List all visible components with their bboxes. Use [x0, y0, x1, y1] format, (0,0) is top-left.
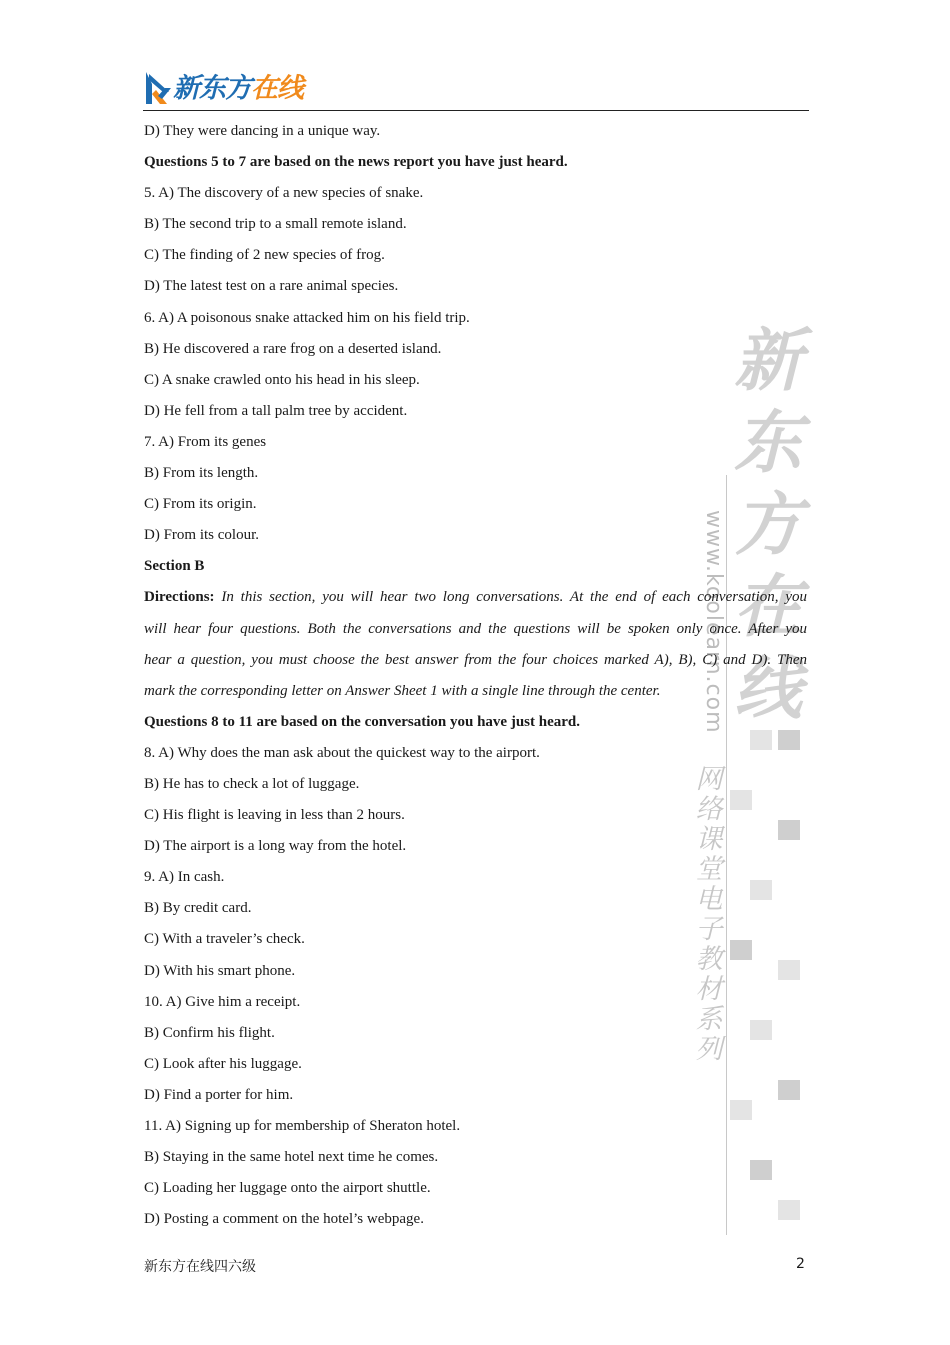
- header-divider: [143, 110, 809, 111]
- answer-option: 7. A) From its genes: [144, 433, 267, 450]
- answer-option: B) He has to check a lot of luggage.: [144, 775, 360, 792]
- section-heading: Questions 8 to 11 are based on the conversation you have just heard.: [144, 713, 580, 730]
- answer-option: 6. A) A poisonous snake attacked him on his field trip.: [144, 309, 470, 326]
- page-number: 2: [796, 1256, 805, 1272]
- answer-option: B) He discovered a rare frog on a deserted island.: [144, 340, 442, 357]
- directions-text: In this section, you will hear two long conversations. At the end of each conversation, you: [214, 589, 807, 606]
- answer-option: D) He fell from a tall palm tree by accident.: [144, 402, 408, 419]
- answer-option: C) The finding of 2 new species of frog.: [144, 247, 385, 264]
- directions-line: [144, 582, 807, 613]
- document-body: [144, 116, 807, 1235]
- answer-option: D) With his smart phone.: [144, 962, 296, 979]
- logo-wordmark: [173, 72, 303, 106]
- watermark-series: 网络课堂电子教材系列: [695, 764, 723, 1065]
- logo-wordmark-blue: 新东方: [173, 73, 251, 104]
- answer-option: 11. A) Signing up for membership of Sheraton hotel.: [144, 1118, 461, 1134]
- answer-option: C) With a traveler’s check.: [144, 931, 305, 948]
- answer-option: 9. A) In cash.: [144, 869, 225, 886]
- question-block-5-7: [144, 116, 807, 582]
- question-block-8-11: [144, 707, 807, 1236]
- answer-option: C) His flight is leaving in less than 2 hours.: [144, 807, 405, 824]
- section-heading: Section B: [144, 558, 205, 575]
- answer-option: D) The airport is a long way from the hotel.: [144, 838, 407, 855]
- directions-label: Directions:: [144, 589, 215, 606]
- answer-option: C) Loading her luggage onto the airport shuttle.: [144, 1180, 431, 1197]
- directions-line: mark the corresponding letter on Answer Sheet 1 with a single line through the center.: [144, 682, 661, 699]
- watermark-brand: 新东方在线: [733, 321, 802, 729]
- answer-option: C) Look after his luggage.: [144, 1055, 302, 1072]
- answer-option: B) Confirm his flight.: [144, 1024, 275, 1041]
- answer-option: 8. A) Why does the man ask about the quickest way to the airport.: [144, 744, 540, 761]
- answer-option: C) From its origin.: [144, 496, 257, 513]
- answer-option: B) By credit card.: [144, 900, 252, 917]
- answer-option: D) From its colour.: [144, 527, 259, 544]
- koolearn-logo-icon: [143, 68, 173, 108]
- answer-option: D) Find a porter for him.: [144, 1086, 294, 1103]
- logo-wordmark-orange: 在线: [251, 73, 303, 104]
- answer-option: D) The latest test on a rare animal species.: [144, 278, 399, 295]
- directions-line: will hear four questions. Both the conversations and the questions will be spoken only once. After you: [144, 620, 807, 637]
- footer-title: 新东方在线四六级: [144, 1259, 256, 1275]
- watermark-url: www.koolearn.com: [701, 510, 726, 734]
- answer-option: B) The second trip to a small remote island.: [144, 216, 407, 233]
- answer-option: D) They were dancing in a unique way.: [144, 123, 381, 139]
- directions-line: hear a question, you must choose the best answer from the four choices marked A), B), C) and D). Then: [144, 651, 807, 668]
- answer-option: B) Staying in the same hotel next time he comes.: [144, 1149, 439, 1166]
- answer-option: 5. A) The discovery of a new species of snake.: [144, 185, 424, 202]
- answer-option: 10. A) Give him a receipt.: [144, 993, 301, 1010]
- answer-option: C) A snake crawled onto his head in his sleep.: [144, 371, 420, 388]
- page-header: [143, 64, 809, 112]
- answer-option: B) From its length.: [144, 465, 259, 482]
- answer-option: D) Posting a comment on the hotel’s webpage.: [144, 1211, 424, 1228]
- section-heading: Questions 5 to 7 are based on the news report you have just heard.: [144, 154, 568, 171]
